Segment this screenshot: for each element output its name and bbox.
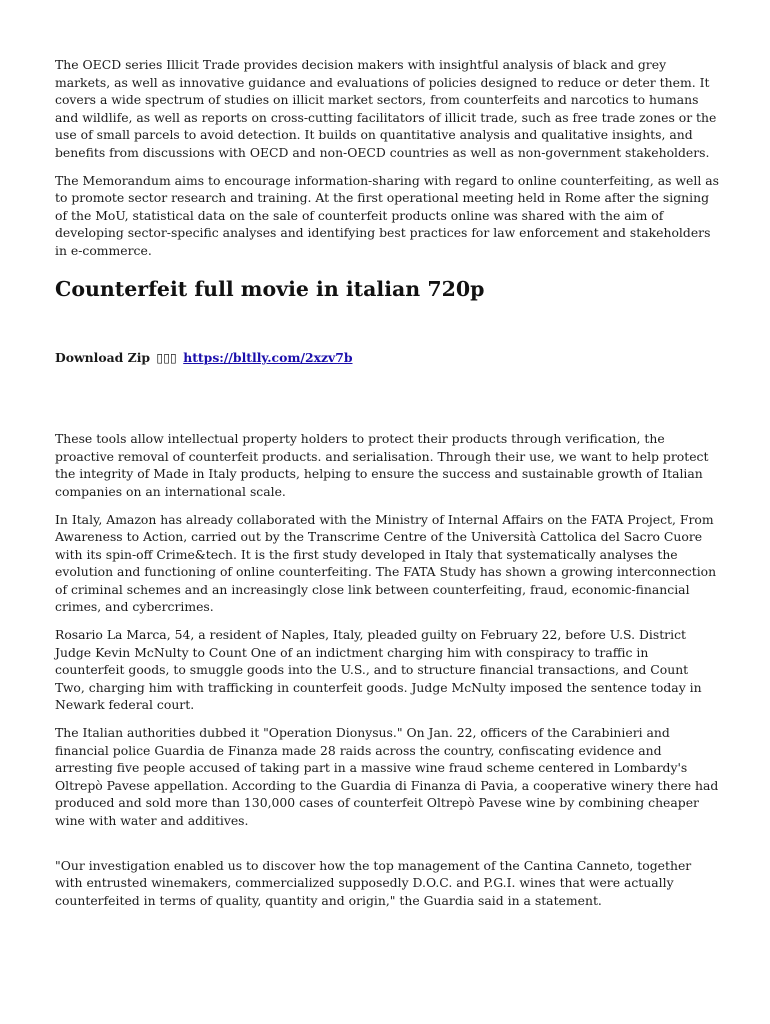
body-paragraph-2: In Italy, Amazon has already collaborated with the Ministry of Internal Affairs on the FATA Project, From Awareness to Action, carried out by the Transcrime Centre of the Università Cattolica del Sacro Cuore with its spin-off Crime&tech. It is the first study developed in Italy that systematically analyses the evolution and functioning of online counterfeiting. The FATA Study has shown a growing interconnection of criminal schemes and an increasingly close link between counterfeiting, fraud, economic-financial crimes, and cybercrimes. xyxy=(55,511,717,615)
body-paragraph-4: The Italian authorities dubbed it "Operation Dionysus." On Jan. 22, officers of the Carabinieri and financial police Guardia de Finanza made 28 raids across the country, confiscating evidence and arresting five people accused of taking part in a massive wine fraud scheme centered in Lombardy's Oltrepò Pavese appellation. According to the Guardia di Finanza di Pavia, a cooperative winery there had produced and sold more than 130,000 cases of counterfeit Oltrepò Pavese wine by combining cheaper wine with water and additives. xyxy=(55,725,719,828)
intro-paragraph-1: The OECD series Illicit Trade provides decision makers with insightful analysis of black and grey markets, as well as innovative guidance and evaluations of policies designed to reduce or deter them. It covers a wide spectrum of studies on illicit market sectors, from counterfeits and narcotics to humans and wildlife, as well as reports on cross-cutting facilitators of illicit trade, such as free trade zones or the use of small parcels to avoid detection. It builds on quantitative analysis and qualitative insights, and benefits from discussions with OECD and non-OECD countries as well as non-government stakeholders. xyxy=(55,57,717,160)
download-label: Download Zip xyxy=(55,349,151,365)
page-heading: Counterfeit full movie in italian 720p xyxy=(55,276,485,301)
download-link[interactable]: https://bltlly.com/2xzv7b xyxy=(183,349,353,365)
body-paragraph-5: "Our investigation enabled us to discover how the top management of the Cantina Canneto, together with entrusted winemakers, commercialized supposedly D.O.C. and P.G.I. wines that were actually counterfeited in terms of quality, quantity and origin," the Guardia said in a statement. xyxy=(55,857,692,908)
download-glyphs: ▯▯▯ xyxy=(156,349,177,365)
intro-paragraph-2: The Memorandum aims to encourage information-sharing with regard to online counterfeiting, as well as to promote sector research and training. At the first operational meeting held in Rome after the signing of the MoU, statistical data on the sale of counterfeit products online was shared with the aim of developing sector-specific analyses and identifying best practices for law enforcement and stakeholders in e-commerce. xyxy=(55,172,719,258)
body-paragraph-1: These tools allow intellectual property holders to protect their products through verification, the proactive removal of counterfeit products. and serialisation. Through their use, we want to help protect the integrity of Made in Italy products, helping to ensure the success and sustainable growth of Italian companies on an international scale. xyxy=(55,431,709,499)
document-page xyxy=(55,56,720,909)
download-line xyxy=(55,349,720,367)
body-paragraph-3: Rosario La Marca, 54, a resident of Naples, Italy, pleaded guilty on February 22, before U.S. District Judge Kevin McNulty to Count One of an indictment charging him with conspiracy to traffic in counterfeit goods, to smuggle goods into the U.S., and to structure financial transactions, and Count Two, charging him with trafficking in counterfeit goods. Judge McNulty imposed the sentence today in Newark federal court. xyxy=(55,627,702,713)
